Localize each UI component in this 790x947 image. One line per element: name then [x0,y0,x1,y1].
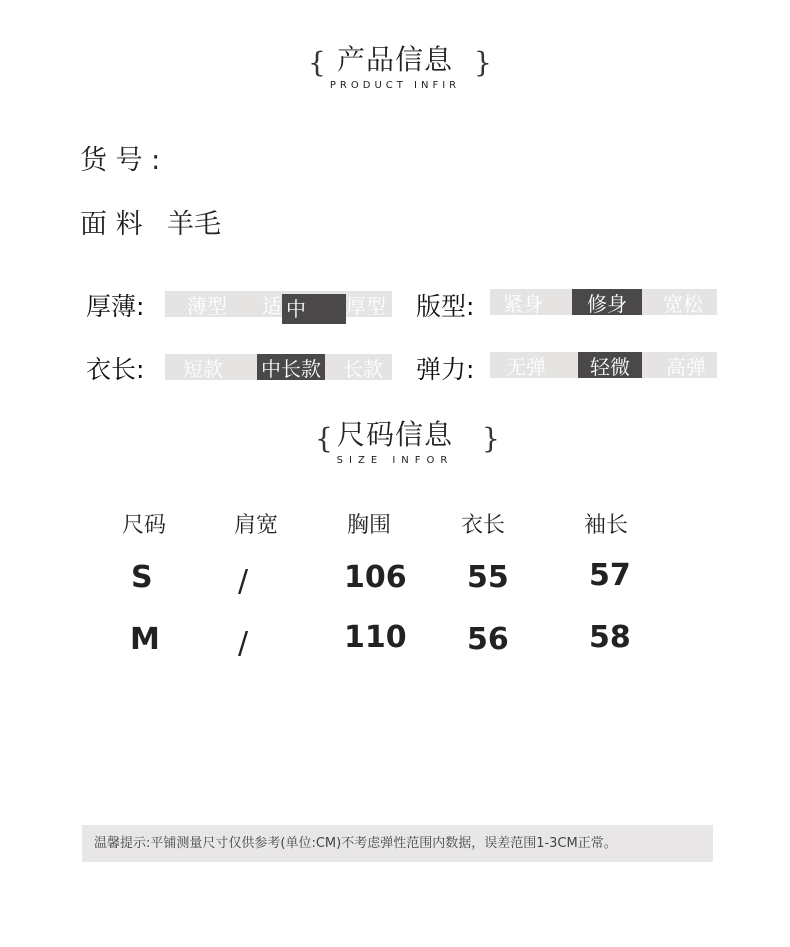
product-info-title: 产品信息 [336,43,453,76]
table-header-sleeve: 袖长 [584,513,629,538]
table-cell-chest: 110 [344,620,407,655]
table-cell-length: 56 [467,622,509,657]
thickness-option-thin: 薄型 [187,294,227,318]
elasticity-scale [490,352,717,378]
table-header-size: 尺码 [122,513,167,538]
measurement-note: 温馨提示:平铺测量尺寸仅供参考(单位:CM)不考虑弹性范围内数据，误差范围1-3CM正常。 [82,825,713,862]
length-option-long: 长款 [343,357,383,381]
product-info-header [0,38,790,91]
thickness-scale [165,291,392,321]
length-scale [165,354,392,380]
fit-label: 版型: [416,292,475,321]
table-cell-length: 55 [467,560,509,595]
product-info-subtitle: PRODUCT INFIR [329,80,461,91]
table-header-shoulder: 肩宽 [234,513,279,538]
length-option-short: 短款 [183,357,223,381]
table-cell-shoulder: / [238,564,249,599]
thickness-option-suit: 适 [262,294,282,318]
table-cell-size: M [130,622,160,657]
thickness-label: 厚薄: [86,292,145,321]
fit-scale [490,289,717,315]
table-header-chest: 胸围 [347,513,392,538]
elasticity-option-high: 高弹 [666,355,706,379]
thickness-option-thick: 厚型 [346,294,386,318]
left-brace: { [308,46,326,79]
thickness-option-medium: 中 [282,294,346,324]
elasticity-option-slight: 轻微 [578,352,642,378]
length-label: 衣长: [86,355,145,384]
elasticity-option-none: 无弹 [506,355,546,379]
table-cell-sleeve: 58 [589,620,631,655]
right-brace: } [474,46,492,79]
size-info-subtitle: SIZE INFOR [336,455,454,466]
length-option-mid: 中长款 [257,354,325,380]
elasticity-label: 弹力: [416,355,475,384]
left-brace: { [315,422,333,455]
table-cell-shoulder: / [238,626,249,661]
size-info-header [0,413,790,466]
item-number-label: 货 号 : [80,145,161,176]
table-cell-chest: 106 [344,560,407,595]
fit-option-slim: 修身 [572,289,642,315]
table-header-length: 衣长 [461,513,506,538]
fabric-label: 面 料 [80,209,143,240]
table-cell-sleeve: 57 [589,558,631,593]
right-brace: } [482,422,500,455]
fabric-value: 羊毛 [167,209,221,240]
size-info-title: 尺码信息 [336,418,453,451]
fit-option-tight: 紧身 [503,292,543,316]
fit-option-loose: 宽松 [663,292,703,316]
table-cell-size: S [131,560,153,595]
